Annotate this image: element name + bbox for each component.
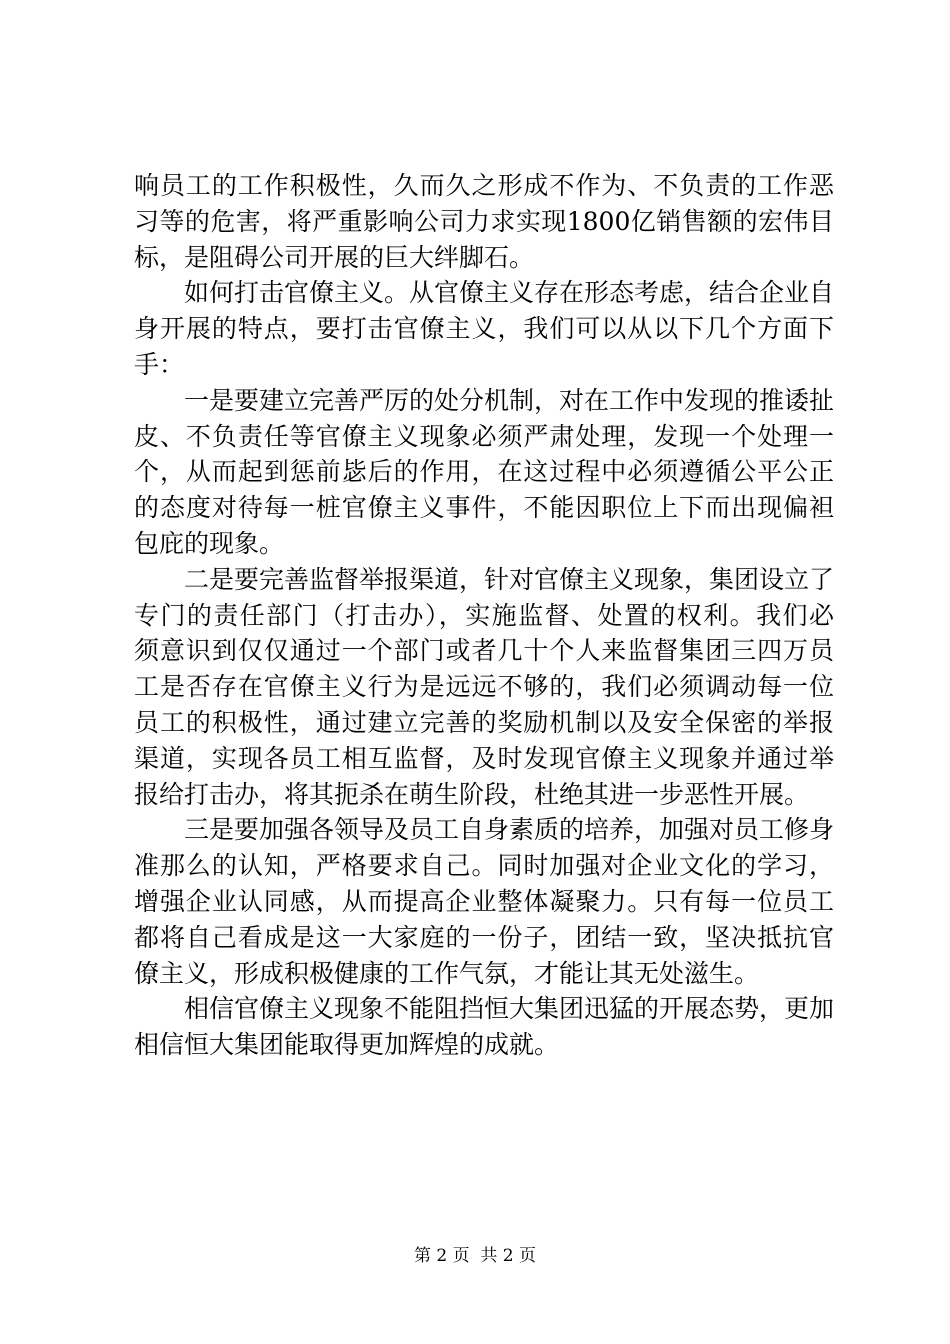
page-number-label: 第 2 页 共 2 页 [413,1246,537,1266]
text-line: 增强企业认同感，从而提高企业整体凝聚力。只有每一位员工 [134,886,834,916]
page-footer [0,1244,950,1268]
text-line: 响员工的工作积极性，久而久之形成不作为、不负责的工作恶 [134,171,834,200]
text-line: 的态度对待每一桩官僚主义事件，不能因职位上下而出现偏袒 [134,493,834,523]
text-line: 都将自己看成是这一大家庭的一份子，团结一致，坚决抵抗官 [134,922,834,952]
text-line: 标，是阻碍公司开展的巨大绊脚石。 [134,242,535,272]
text-line: 须意识到仅仅通过一个部门或者几十个人来监督集团三四万员 [134,636,834,666]
text-line: 员工的积极性，通过建立完善的奖励机制以及安全保密的举报 [134,707,834,737]
text-line: 工是否存在官僚主义行为是远远不够的，我们必须调动每一位 [134,672,834,702]
text-line: 身开展的特点，要打击官僚主义，我们可以从以下几个方面下 [134,314,834,344]
text-line: 专门的责任部门（打击办），实施监督、处置的权利。我们必 [134,600,834,630]
text-line: 如何打击官僚主义。从官僚主义存在形态考虑，结合企业自 [134,278,835,308]
text-line: 二是要完善监督举报渠道，针对官僚主义现象，集团设立了 [134,564,835,594]
text-line: 相信恒大集团能取得更加辉煌的成就。 [134,1030,560,1060]
text-line: 相信官僚主义现象不能阻挡恒大集团迅猛的开展态势，更加 [134,994,835,1024]
text-line: 准那么的认知，严格要求自己。同时加强对企业文化的学习， [134,851,834,881]
text-line: 三是要加强各领导及员工自身素质的培养，加强对员工修身 [134,815,835,845]
text-line: 报给打击办，将其扼杀在萌生阶段，杜绝其进一步恶性开展。 [134,779,810,809]
text-line: 僚主义，形成积极健康的工作气氛，才能让其无处滋生。 [134,958,760,988]
text-line: 习等的危害，将严重影响公司力求实现1800亿销售额的宏伟目 [134,206,834,236]
text-line: 手： [134,349,185,379]
text-line: 包庇的现象。 [134,528,285,558]
text-line: 皮、不负责任等官僚主义现象必须严肃处理，发现一个处理一 [134,421,834,451]
document-body [134,168,834,1063]
text-line: 个，从而起到惩前毖后的作用，在这过程中必须遵循公平公正 [134,457,834,487]
text-line: 渠道，实现各员工相互监督，及时发现官僚主义现象并通过举 [134,743,834,773]
text-line: 一是要建立完善严厉的处分机制，对在工作中发现的推诿扯 [134,385,835,415]
